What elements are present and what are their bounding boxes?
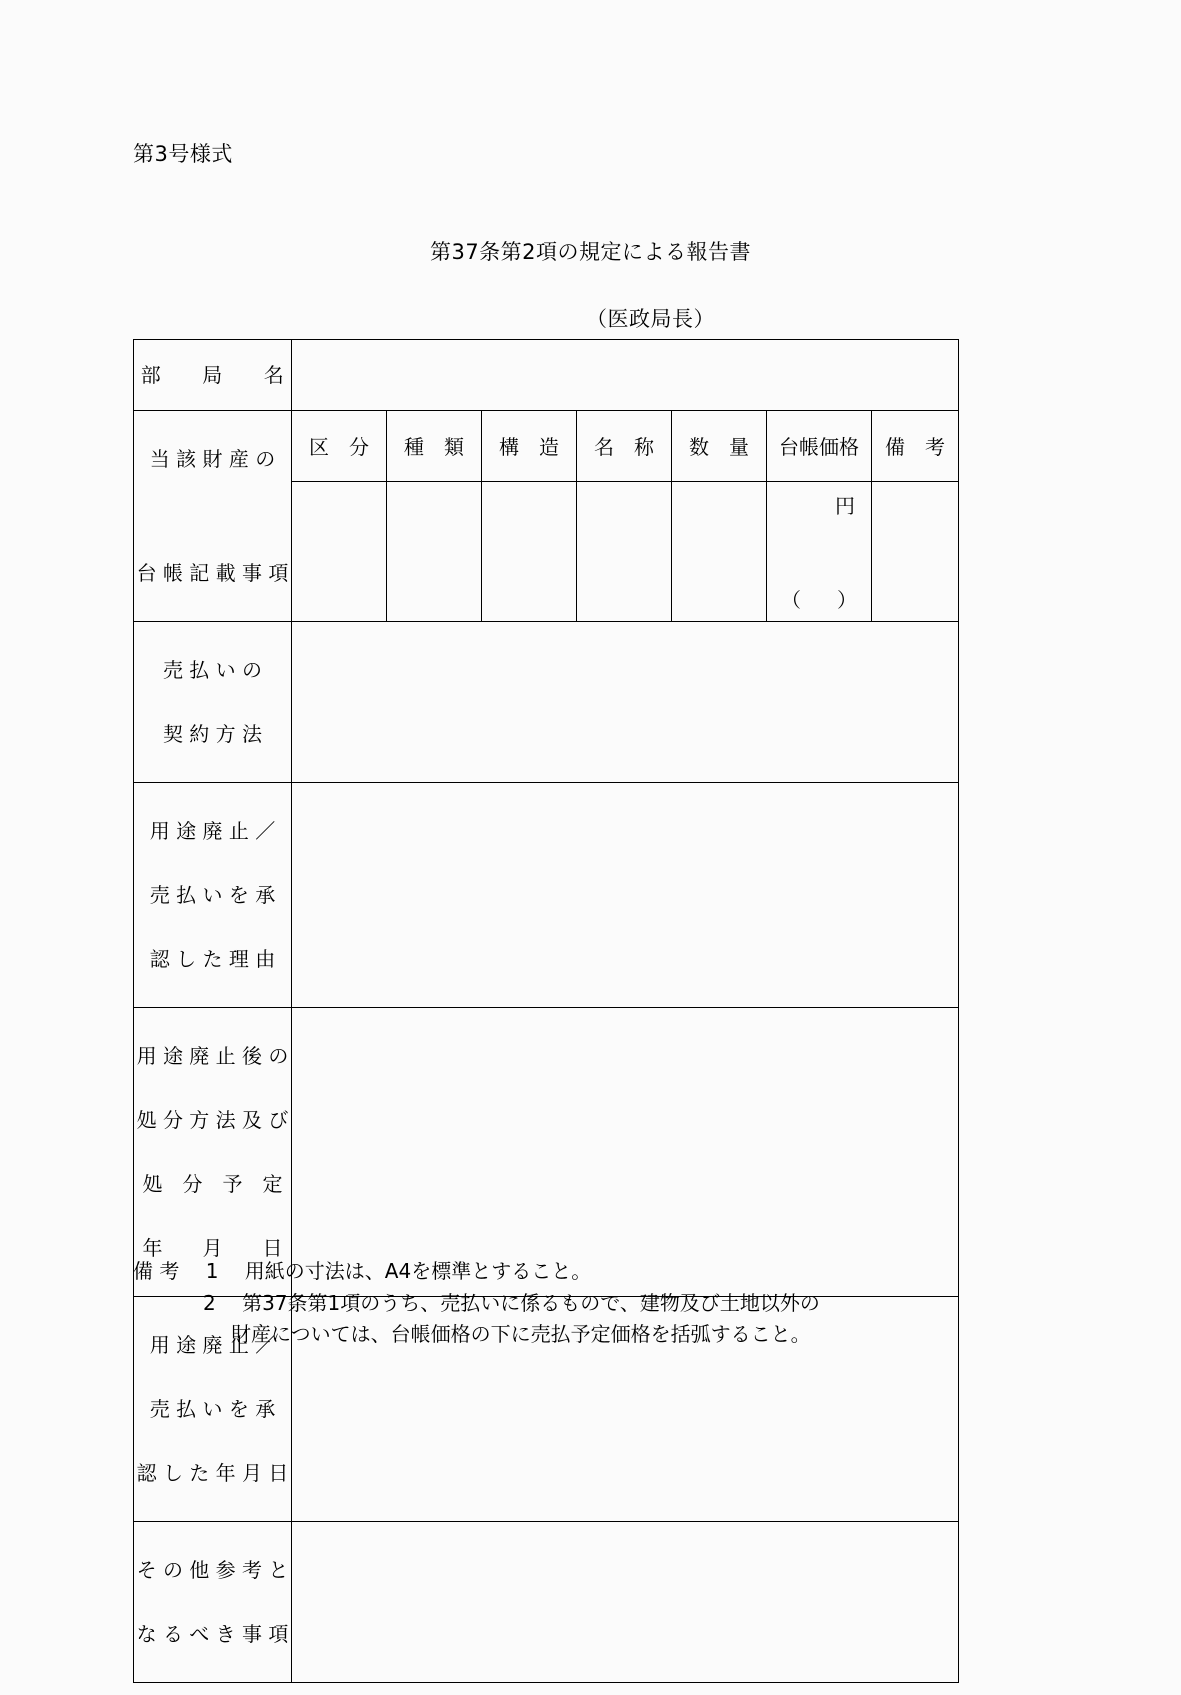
column-header-suryo: 数 量 [672,411,767,482]
table-row-contract-method [134,622,959,783]
document-addressee: （医政局長） [586,307,715,331]
label-contract-method [134,622,292,783]
field-bikou[interactable] [872,481,959,621]
table-row-disposal-plan [134,1008,959,1297]
field-other-notes[interactable] [292,1522,959,1683]
label-disposal-plan [134,1008,292,1297]
footnote-line-3: 財産については、台帳価格の下に売払予定価格を括弧すること。 [231,1322,811,1347]
table-row-bureau [134,340,959,411]
estimated-price-parentheses [781,584,857,613]
label-approval-reason [134,783,292,1008]
field-daicho-kakaku[interactable] [767,481,872,621]
form-number: 第3号様式 [133,142,233,166]
label-approval-reason-line1: 用 途 廃 止 ／ [149,819,276,843]
paren-open: （ [781,588,801,612]
currency-unit-yen: 円 [835,493,855,518]
label-disposal-plan-line2: 処 分 方 法 及 び [136,1108,289,1132]
table-row-other-notes [134,1522,959,1683]
field-contract-method[interactable] [292,622,959,783]
field-disposal-plan[interactable] [292,1008,959,1297]
label-other-notes [134,1522,292,1683]
label-bureau-name: 部 局 名 [134,340,292,411]
label-approval-date-line1: 用 途 廃 止 ／ [149,1333,276,1357]
column-header-kozo: 構 造 [482,411,577,482]
label-approval-reason-line3: 認 し た 理 由 [149,947,276,971]
label-approval-reason-line2: 売 払 い を 承 [149,883,276,907]
label-other-notes-line1: そ の 他 参 考 と [136,1558,289,1582]
label-ledger-items-line1: 当 該 財 産 の [149,447,276,471]
column-header-shurui: 種 類 [387,411,482,482]
footnote-line-2: 2 第37条第1項のうち、売払いに係るもので、建物及び土地以外の [203,1290,820,1315]
page-title: 第37条第2項の規定による報告書 [429,240,752,264]
column-header-daicho-kakaku: 台帳価格 [767,411,872,482]
label-disposal-plan-line1: 用 途 廃 止 後 の [136,1044,289,1068]
field-shurui[interactable] [387,481,482,621]
field-suryo[interactable] [672,481,767,621]
report-form-table [133,339,959,1683]
column-header-bikou: 備 考 [872,411,959,482]
field-kubun[interactable] [292,481,387,621]
label-ledger-items [134,411,292,622]
field-bureau-name[interactable] [292,340,959,411]
column-header-kubun: 区 分 [292,411,387,482]
field-meisho[interactable] [577,481,672,621]
table-row-approval-reason [134,783,959,1008]
label-approval-date-line2: 売 払 い を 承 [149,1397,276,1421]
paren-close: ） [837,588,857,612]
field-kozo[interactable] [482,481,577,621]
label-contract-method-line2: 契 約 方 法 [162,722,263,746]
field-approval-reason[interactable] [292,783,959,1008]
label-approval-date-line3: 認 し た 年 月 日 [136,1461,289,1485]
label-contract-method-line1: 売 払 い の [162,658,263,682]
label-ledger-items-line2: 台 帳 記 載 事 項 [136,561,289,585]
label-disposal-plan-line4: 年 月 日 [142,1236,283,1260]
footnote-line-1: 備 考 1 用紙の寸法は、A4を標準とすること。 [133,1259,592,1283]
column-header-meisho: 名 称 [577,411,672,482]
label-disposal-plan-line3: 処 分 予 定 [142,1172,283,1196]
table-row-ledger-headers [134,411,959,482]
footnotes [133,1256,1033,1351]
label-other-notes-line2: な る べ き 事 項 [136,1622,289,1646]
